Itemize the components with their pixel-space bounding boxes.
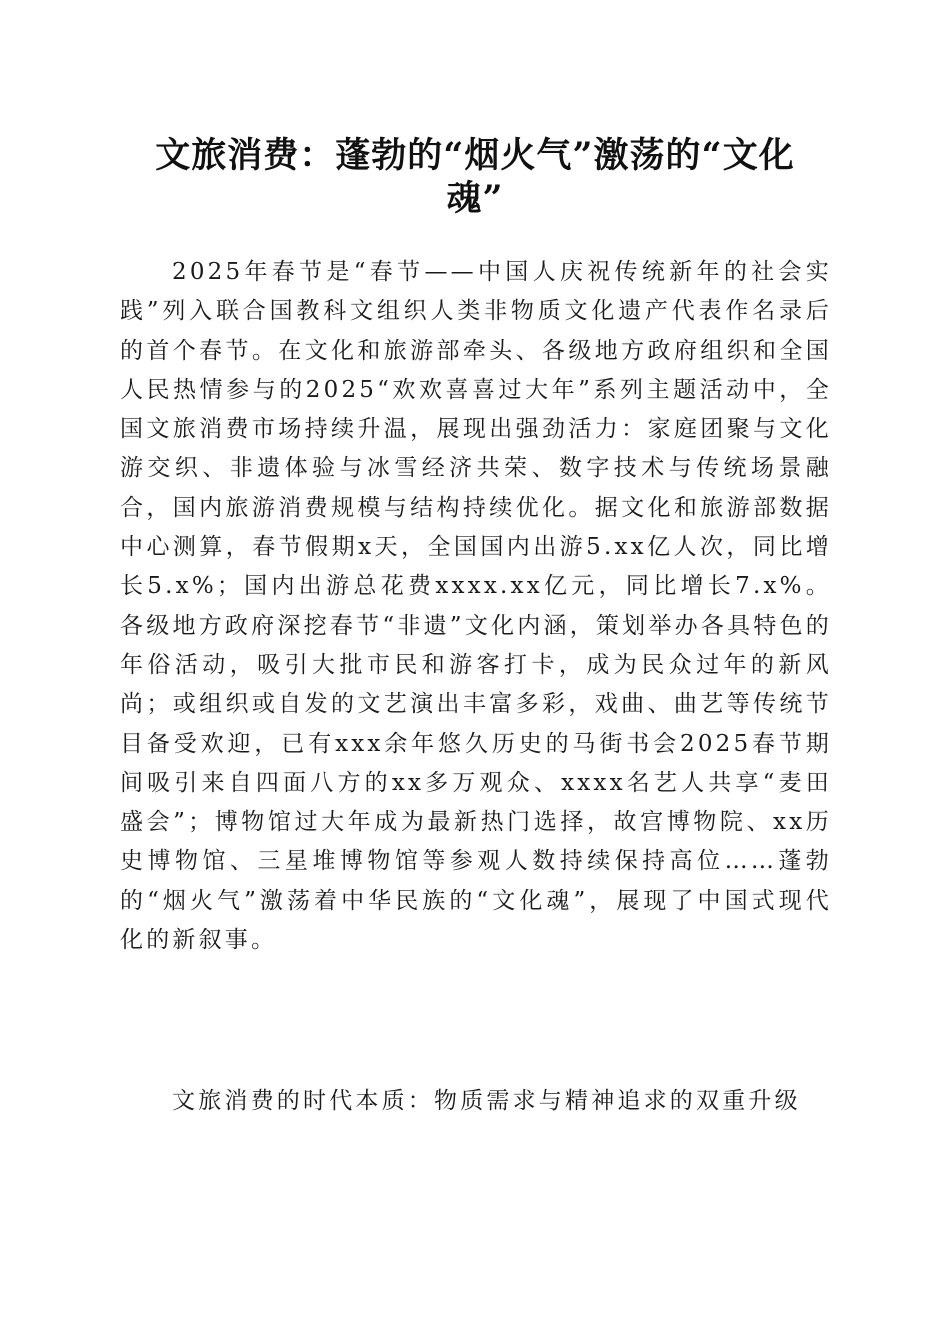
document-title: 文旅消费：蓬勃的“烟火气”激荡的“文化魂”: [155, 135, 795, 219]
body-paragraph: 2025年春节是“春节——中国人庆祝传统新年的社会实践”列入联合国教科文组织人类非物质文化遗产代表作名录后的首个春节。在文化和旅游部牵头、各级地方政府组织和全国人民热情参与的2025“欢欢喜喜过大年”系列主题活动中，全国文旅消费市场持续升温，展现出强劲活力：家庭团聚与文化游交织、非遗体验与冰雪经济共荣、数字技术与传统场景融合，国内旅游消费规模与结构持续优化。据文化和旅游部数据中心测算，春节假期x天，全国国内出游5.xx亿人次，同比增长5.x%；国内出游总花费xxxx.xx亿元，同比增长7.x%。各级地方政府深挖春节“非遗”文化内涵，策划举办各具特色的年俗活动，吸引大批市民和游客打卡，成为民众过年的新风尚；或组织或自发的文艺演出丰富多彩，戏曲、曲艺等传统节目备受欢迎，已有xxx余年悠久历史的马街书会2025春节期间吸引来自四面八方的xx多万观众、xxxx名艺人共享“麦田盛会”；博物馆过大年成为最新热门选择，故宫博物院、xx历史博物馆、三星堆博物馆等参观人数持续保持高位……蓬勃的“烟火气”激荡着中华民族的“文化魂”，展现了中国式现代化的新叙事。: [120, 259, 832, 954]
section-subheading: 文旅消费的时代本质：物质需求与精神追求的双重升级: [172, 1088, 801, 1114]
